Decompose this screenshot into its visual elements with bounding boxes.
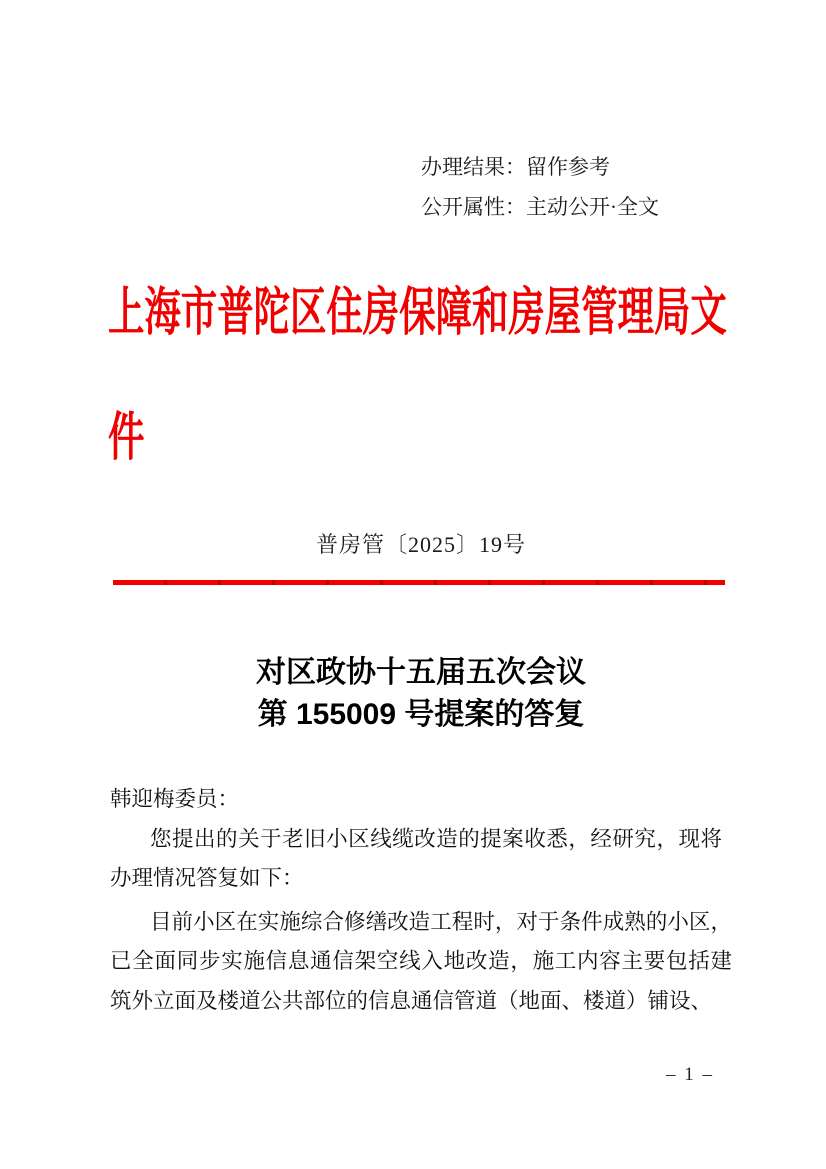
- document-title-line1: 对区政协十五届五次会议: [256, 656, 586, 689]
- document-title-line2: 第 155009 号提案的答复: [257, 697, 585, 731]
- document-body: [110, 780, 732, 1021]
- body-paragraph-1: 您提出的关于老旧小区线缆改造的提案收悉，经研究，现将办理情况答复如下：: [110, 826, 722, 890]
- page-number: – 1 –: [666, 1064, 714, 1085]
- salutation: 韩迎梅委员：: [110, 787, 240, 811]
- disclosure-attribute-line: 公开属性：主动公开·全文: [421, 194, 659, 219]
- meta-block: [421, 148, 659, 227]
- document-title: [110, 652, 732, 735]
- document-number: 普房管〔2025〕19号: [315, 532, 526, 557]
- processing-result-line: 办理结果：留作参考: [421, 155, 610, 179]
- red-divider-line: [113, 580, 725, 585]
- agency-title: 上海市普陀区住房保障和房屋管理局文件: [108, 285, 727, 467]
- agency-masthead: [108, 251, 758, 511]
- body-paragraph-2: 目前小区在实施综合修缮改造工程时，对于条件成熟的小区，已全面同步实施信息通信架空线入地改造，施工内容主要包括建筑外立面及楼道公共部位的信息通信管道（地面、楼道）铺设、: [110, 909, 732, 1013]
